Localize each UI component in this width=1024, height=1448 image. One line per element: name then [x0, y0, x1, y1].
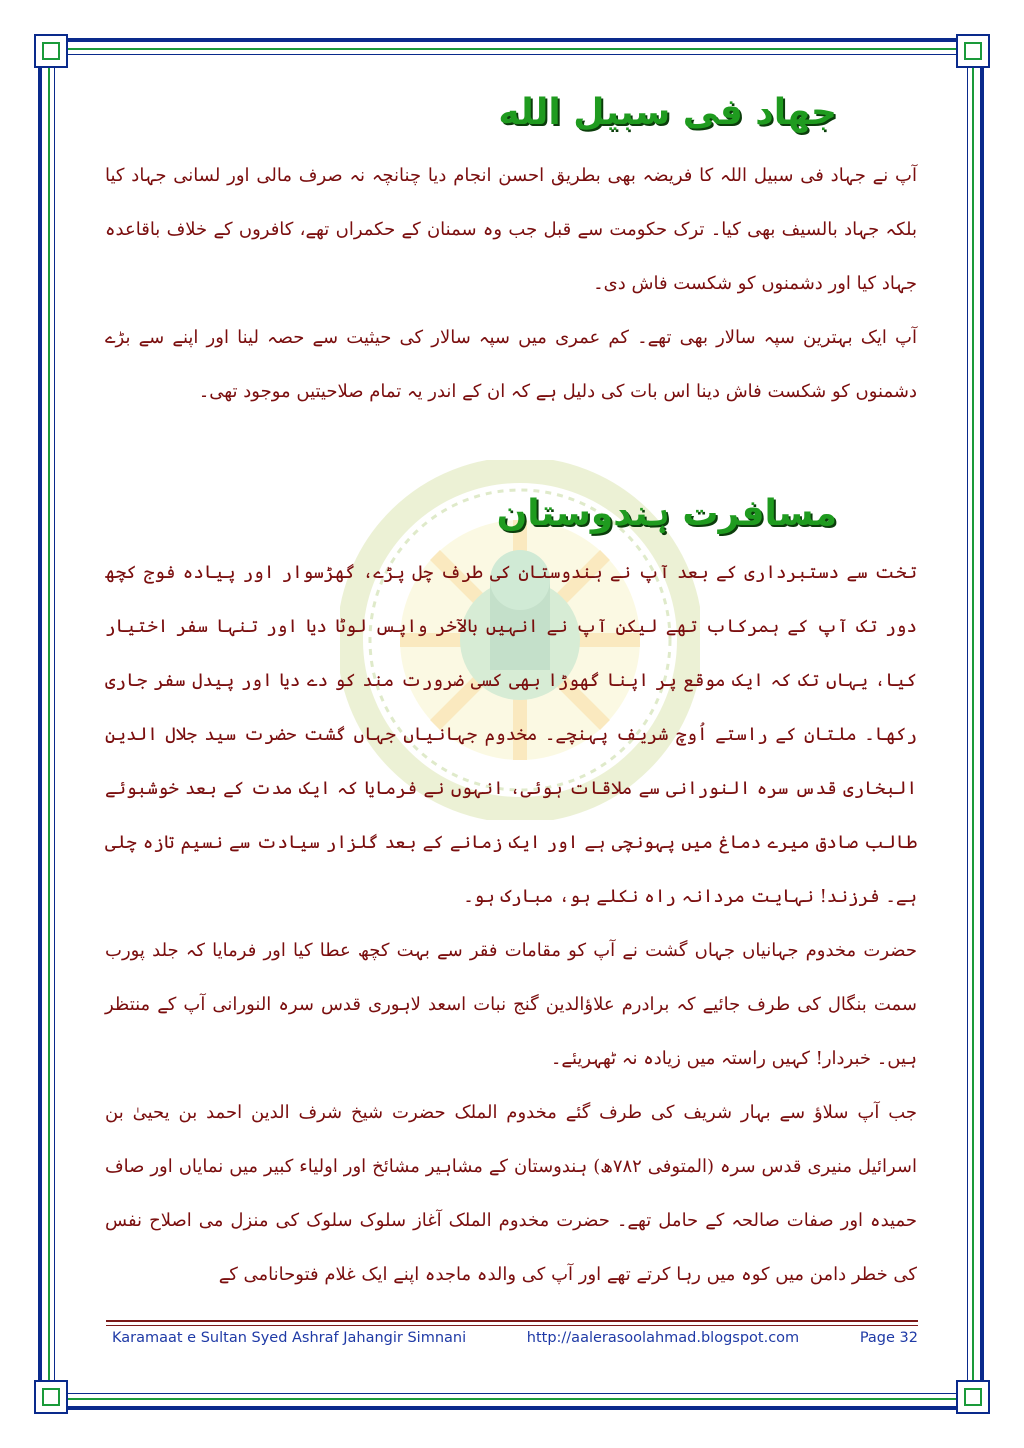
footer-book-title: Karamaat e Sultan Syed Ashraf Jahangir Simnani: [112, 1330, 467, 1346]
corner-ornament-icon: [34, 1380, 68, 1414]
paragraph: جب آپ سلاؤ سے بہار شریف کی طرف گئے مخدوم الملک حضرت شیخ شرف الدین احمد بن یحییٰ بن اسرائیل منیری قدس سرہ (المتوفی ۷۸۲ھ) ہندوستان کے مشاہیر مشائخ اور اولیاء کبیر میں نمایاں اور صاف حمیدہ اور صفات صالحہ کے حامل تھے۔ حضرت مخدوم الملک آغاز سلوک سلوک کی منزل می اصلاح نفس کی خطر دامن میں کوہ میں رہا کرتے تھے اور آپ کی والدہ ماجدہ اپنے ایک غلام فتوحانامی کے: [105, 1102, 918, 1285]
corner-ornament-icon: [34, 34, 68, 68]
footer-page-number: Page 32: [859, 1330, 918, 1346]
corner-ornament-icon: [956, 1380, 990, 1414]
corner-ornament-icon: [956, 34, 990, 68]
paragraph: تخت سے دستبرداری کے بعد آپ نے ہندوستان کی طرف چل پڑے، گھڑسوار اور پیادہ فوج کچھ دور تک آپ کے ہمرکاب تھے لیکن آپ نے انہیں بالآخر واپس لوٹا دیا اور تنہا سفر اختیار کیا، یہاں تک کہ ایک موقع پر اپنا گھوڑا بھی کسی ضرورت مند کو دے دیا اور پیدل سفر جاری رکھا۔ ملتان کے راستے اُوچ شریف پہنچے۔ مخدوم جہانیاں جہاں گشت حضرت سید جلال الدین البخاری قدس سرہ النورانی سے ملاقات ہوئی، انہوں نے فرمایا کہ ایک مدت کے بعد خوشبوئے طالب صادق میرے دماغ میں پہونچی ہے اور ایک زمانے کے بعد گلزار سیادت سے نسیم تازہ چلی ہے۔ فرزند! نہایت مردانہ راہ نکلے ہو، مبارک ہو۔: [105, 562, 917, 907]
paragraph: آپ ایک بہترین سپہ سالار بھی تھے۔ کم عمری میں سپہ سالار کی حیثیت سے حصہ لینا اور اپنے سے بڑے دشمنوں کو شکست فاش دینا اس بات کی دلیل ہے کہ ان کے اندر یہ تمام صلاحیتیں موجود تھی۔: [105, 327, 917, 402]
main-content: [105, 90, 917, 1302]
paragraph: آپ نے جہاد فی سبیل اللہ کا فریضہ بھی بطریق احسن انجام دیا چنانچہ نہ صرف مالی اور لسانی جہاد کیا بلکہ جہاد بالسیف بھی کیا۔ ترک حکومت سے قبل جب وہ سمنان کے حکمراں تھے، کافروں کے خلاف باقاعدہ جہاد کیا اور دشمنوں کو شکست فاش دی۔: [105, 165, 917, 294]
footer-url-link[interactable]: http://aalerasoolahmad.blogspot.com: [526, 1330, 800, 1346]
paragraph: حضرت مخدوم جہانیاں جہاں گشت نے آپ کو مقامات فقر سے بہت کچھ عطا کیا اور فرمایا کہ جلد پورب سمت بنگال کی طرف جائیے کہ برادرم علاؤالدین گنج نبات اسعد لاہوری قدس سرہ النورانی آپ کے منتظر ہیں۔ خبردار! کہیں راستہ میں زیادہ نہ ٹھہریئے۔: [105, 940, 917, 1069]
section-heading-jihad: جهاد فی سبیل الله: [498, 92, 837, 133]
footer-divider: [106, 1320, 918, 1322]
section-heading-musafirat: مسافرت ہندوستان: [496, 493, 837, 534]
page-footer: [112, 1326, 918, 1350]
